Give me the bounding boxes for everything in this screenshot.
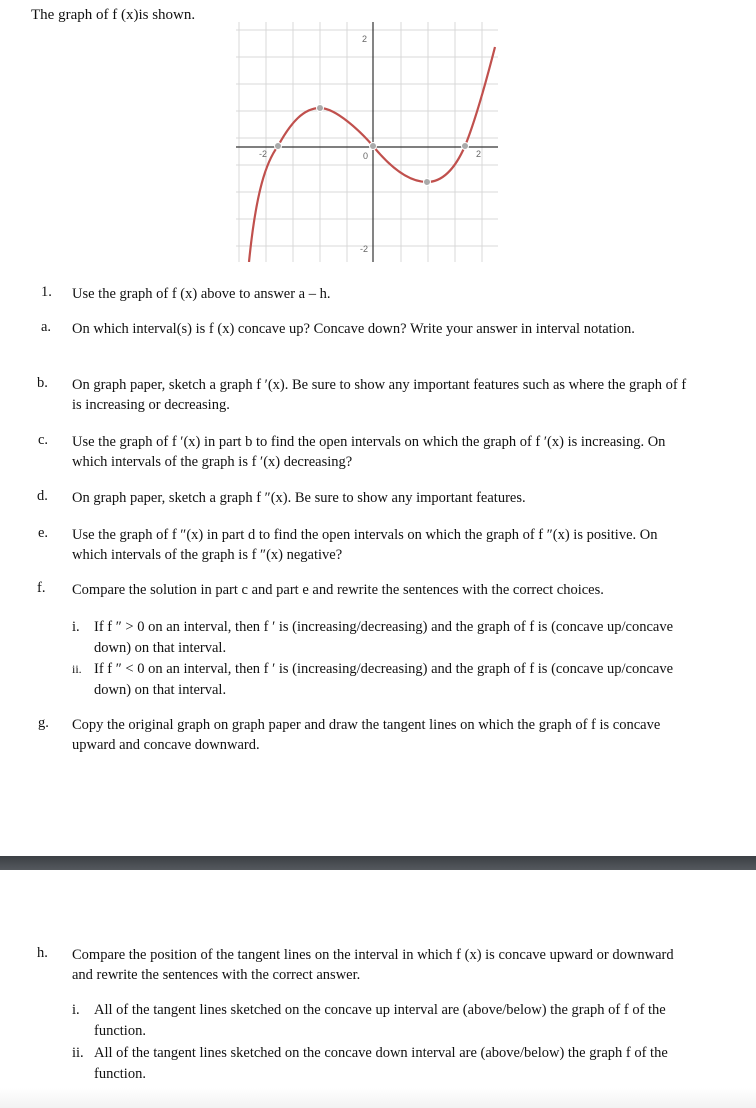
function-curve [249, 47, 495, 262]
tick-y-bottom: -2 [360, 244, 369, 254]
question-text: On graph paper, sketch a graph f ″(x). Be sure to show any important features. [72, 490, 526, 506]
f-subitem-i [72, 617, 682, 659]
question-label: 1. [41, 284, 52, 300]
question-text: On which interval(s) is f (x) concave up? Concave down? Write your answer in interval notation. [72, 321, 635, 337]
question-text: Use the graph of f ″(x) in part d to find the open intervals on which the graph of f ″(x) is positive. On which intervals of the graph is f ″(x) negative? [72, 527, 658, 563]
question-label: e. [38, 525, 49, 541]
question-label: h. [37, 945, 48, 961]
grid [236, 22, 498, 262]
f-subitem-ii [72, 659, 682, 701]
local-min-point [424, 179, 431, 186]
page-divider [0, 856, 756, 870]
key-points [275, 105, 469, 186]
origin-point [370, 143, 377, 150]
question-text: Compare the solution in part c and part e and rewrite the sentences with the correct choices. [72, 582, 604, 598]
question-label: g. [38, 715, 49, 731]
question-label: d. [37, 488, 48, 504]
subitem-text: All of the tangent lines sketched on the concave up interval are (above/below) the graph of f of the function. [94, 1002, 666, 1039]
question-text: Use the graph of f (x) above to answer a – h. [72, 286, 331, 302]
x-intercept-point [275, 143, 282, 150]
question-text: Copy the original graph on graph paper and draw the tangent lines on which the graph of f is concave upward and concave downward. [72, 717, 661, 753]
h-subitem-ii [72, 1043, 682, 1085]
local-max-point [317, 105, 324, 112]
function-graph [236, 22, 498, 262]
question-label: a. [41, 319, 52, 335]
question-label: f. [37, 580, 46, 596]
tick-x-left: -2 [259, 149, 268, 159]
tick-x-right: 2 [476, 149, 482, 159]
x-intercept-point [462, 143, 469, 150]
h-subitem-i [72, 1000, 682, 1042]
page-bottom-shadow [0, 1088, 756, 1108]
tick-origin: 0 [363, 151, 369, 161]
subitem-text: All of the tangent lines sketched on the concave down interval are (above/below) the graph f of the function. [94, 1045, 668, 1082]
question-text: On graph paper, sketch a graph f ′(x). Be sure to show any important features such as where the graph of f is increasing or decreasing. [72, 377, 687, 413]
question-label: b. [37, 375, 48, 391]
intro-text: The graph of f (x)is shown. [31, 7, 196, 23]
question-text: Compare the position of the tangent lines on the interval in which f (x) is concave upward or downward and rewrite the sentences with the correct answer. [72, 947, 674, 983]
subitem-label: ii. [72, 1045, 84, 1061]
subitem-label: ii. [72, 662, 82, 676]
subitem-label: i. [72, 1002, 80, 1018]
question-text: Use the graph of f ′(x) in part b to find the open intervals on which the graph of f ′(x) is increasing. On which intervals of the graph is f ′(x) decreasing? [72, 434, 666, 470]
subitem-text: If f ″ < 0 on an interval, then f ′ is (increasing/decreasing) and the graph of f is (concave up/concave down) on that interval. [94, 661, 674, 698]
tick-y-top: 2 [362, 34, 368, 44]
subitem-label: i. [72, 619, 80, 635]
question-label: c. [38, 432, 49, 448]
subitem-text: If f ″ > 0 on an interval, then f ′ is (increasing/decreasing) and the graph of f is (concave up/concave down) on that interval. [94, 619, 674, 656]
